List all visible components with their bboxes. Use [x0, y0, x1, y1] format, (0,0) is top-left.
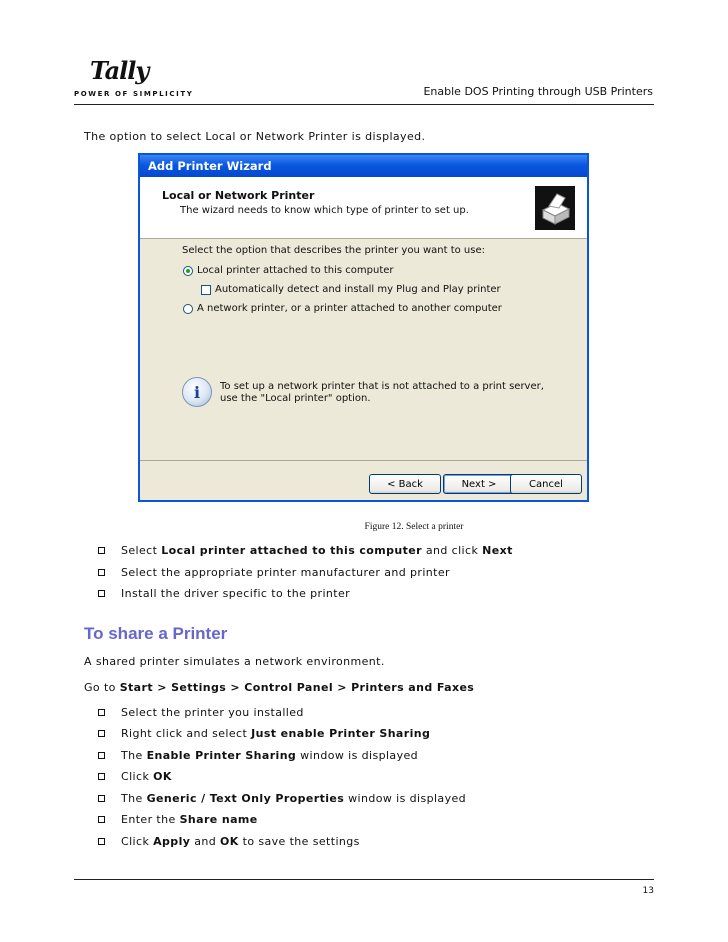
- wizard-heading: Local or Network Printer: [162, 189, 315, 202]
- auto-detect-label[interactable]: Automatically detect and install my Plug and Play printer: [215, 284, 501, 295]
- cancel-button[interactable]: Cancel: [510, 474, 582, 494]
- bullet-icon: [98, 569, 105, 576]
- figure-caption: [0, 522, 728, 532]
- back-button[interactable]: < Back: [369, 474, 441, 494]
- goto-path: Go to Start > Settings > Control Panel > Printers and Faxes: [84, 681, 475, 694]
- header-title: Enable DOS Printing through USB Printers: [423, 85, 653, 98]
- network-printer-label[interactable]: A network printer, or a printer attached to another computer: [197, 303, 502, 314]
- bullet-icon: [98, 816, 105, 823]
- info-message: [220, 381, 544, 405]
- page-number: 13: [642, 886, 654, 896]
- printer-icon: [535, 186, 575, 230]
- next-button[interactable]: Next >: [443, 474, 515, 494]
- info-icon: i: [182, 377, 212, 407]
- bullet-icon: [98, 547, 105, 554]
- local-printer-label[interactable]: Local printer attached to this computer: [197, 265, 394, 276]
- section-heading: To share a Printer: [84, 624, 228, 643]
- logo-tagline: POWER OF SIMPLICITY: [74, 90, 194, 98]
- local-printer-radio[interactable]: [183, 266, 193, 276]
- intro-text: The option to select Local or Network Printer is displayed.: [84, 130, 426, 143]
- bullet-icon: [98, 709, 105, 716]
- bullet-icon: [98, 838, 105, 845]
- tally-logo: Tally: [90, 56, 149, 85]
- network-printer-radio[interactable]: [183, 304, 193, 314]
- info-line-2: use the "Local printer" option.: [220, 393, 371, 404]
- add-printer-wizard: [138, 153, 589, 502]
- wizard-title: Add Printer Wizard: [148, 159, 272, 173]
- bullet-icon: [98, 752, 105, 759]
- header-rule: [74, 104, 654, 105]
- section-intro: A shared printer simulates a network environment.: [84, 655, 385, 668]
- info-line-1: To set up a network printer that is not attached to a print server,: [220, 381, 544, 392]
- caption-text: Figure 12. Select a printer: [364, 522, 464, 532]
- wizard-subheading: The wizard needs to know which type of printer to set up.: [180, 205, 469, 216]
- bullet-icon: [98, 590, 105, 597]
- wizard-titlebar: [140, 155, 587, 177]
- bullet-icon: [98, 730, 105, 737]
- wizard-header: [140, 177, 587, 239]
- bullet-icon: [98, 773, 105, 780]
- footer-rule: [74, 879, 654, 880]
- bullet-icon: [98, 795, 105, 802]
- button-separator: [140, 460, 587, 461]
- auto-detect-checkbox[interactable]: [201, 285, 211, 295]
- wizard-prompt: Select the option that describes the printer you want to use:: [182, 245, 486, 256]
